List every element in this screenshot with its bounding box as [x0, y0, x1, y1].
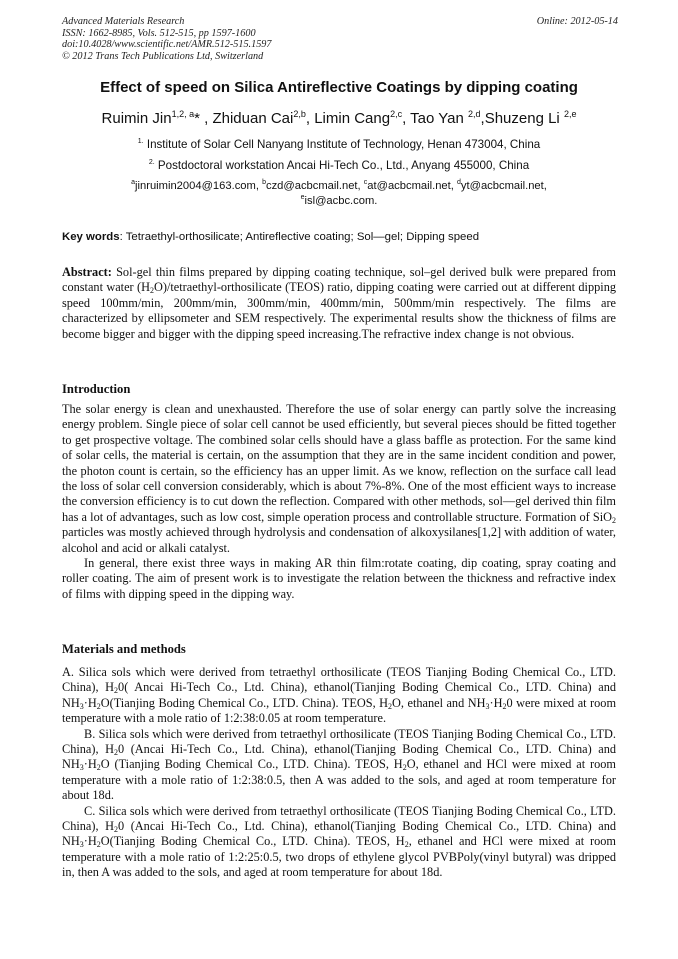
email-c[interactable]: $^c$at@acbcmail.net: [363, 179, 451, 192]
intro-paragraph-1: The solar energy is clean and unexhausted. Therefore the use of solar energy can partly solve the increasing energy problem. Single piece of solar cell cannot be used efficiently, but several pieces should be fitted together to get prospective voltage. The combined solar cells should have a glass baffle as protection. For the same kind of solar cells, the material is certain, on the assumption that they are in the same incident condition and power, the photon count is certain, so the efficiency has an upper limit. As we know, reflection on the surface call lead the loss of solar cell conversion considerably, which is about 7%-8%. One of the most efficient ways to increase the conversion efficiency is to cut down the reflection. Compared with other methods, sol—gel derived thin film has a lot of advantages, such as low cost, simple operation process and controllable structure. Formation of SiO$_2$ particles was mostly achieved through hydrolysis and condensation of alkoxysilanes[1,2] with addition of water, alcohol and acid or alkali catalyst.: [62, 402, 616, 555]
affiliation-1: $^{1.}$ Institute of Solar Cell Nanyang Institute of Technology, Henan 473004, China: [137, 138, 541, 151]
journal-header: [62, 16, 618, 62]
email-e[interactable]: $^e$isl@acbc.com: [300, 194, 375, 207]
introduction-heading: Introduction: [62, 382, 131, 396]
author-2: Zhiduan Cai$^{2,b}$: [212, 109, 306, 127]
author-3: Limin Cang$^{2,c}$: [314, 109, 403, 127]
affiliation-2: $^{2.}$ Postdoctoral workstation Ancai Hi-Tech Co., Ltd., Anyang 455000, China: [148, 159, 530, 172]
author-list: Ruimin Jin$^{1,2, a}$* , Zhiduan Cai$^{2,b}$, Limin Cang$^{2,c}$, Tao Yan $^{2,d}$,Shuzeng Li $^{2,e}$: [101, 109, 577, 127]
author-emails: $^a$jinruimin2004@163.com, $^b$czd@acbcmail.net, $^c$at@acbcmail.net, $^d$yt@acbcmail.net, $^e$isl@acbc.com.: [131, 179, 547, 207]
methods-heading: Materials and methods: [62, 642, 186, 656]
methods-body: [62, 665, 616, 881]
doi-line[interactable]: doi:10.4028/www.scientific.net/AMR.512-515.1597: [62, 39, 272, 51]
introduction-body: [62, 402, 616, 602]
abstract: Abstract: Sol-gel thin films prepared by dipping coating technique, sol–gel derived bulk were prepared from constant water $(H_2O)/tetraethyl$-orthosilicate (TEOS) ratio, dipping coating were carried out at different dipping speed 100mm/min, 200mm/min, 300mm/min, 400mm/min, 500mm/min respectively. The films are characterized by ellipsometer and SEM respectively. The experimental results show the thickness of films are become bigger and bigger with the dipping speed increasing.The refractive index change is not obvious.: [62, 265, 616, 341]
paper-title: Effect of speed on Silica Antireflective Coatings by dipping coating: [100, 79, 578, 96]
author-5: Shuzeng Li $^{2,e}$: [484, 109, 577, 127]
email-a[interactable]: $^a$jinruimin2004@163.com: [131, 179, 256, 192]
keywords-label: Key words: [62, 231, 120, 243]
issn-line: ISSN: 1662-8985, Vols. 512-515, pp 1597-1600: [62, 27, 256, 39]
keywords: [62, 230, 622, 244]
email-d[interactable]: $^d$yt@acbcmail.net: [456, 179, 544, 192]
method-a: A. Silica sols which were derived from tetraethyl orthosilicate (TEOS Tianjing Boding Chemical Co., LTD. China), $H_20$( Ancai Hi-Tech Co., Ltd. China), ethanol(Tianjing Boding Chemical Co., LTD. China) and $NH_3\cdot H_2O(Tianjing$ Boding Chemical Co., LTD. China). TEOS, $H_2O$, ethanel and $NH_3\cdot H_20$ were mixed at room temperature with a mole ratio of 1:2:38:0.05 at room temperature.: [62, 665, 617, 726]
journal-name: Advanced Materials Research: [62, 16, 185, 27]
author-1: Ruimin Jin$^{1,2, a}$*: [101, 109, 200, 127]
method-c: C. Silica sols which were derived from tetraethyl orthosilicate (TEOS Tianjing Boding Chemical Co., LTD. China), $H_20$ (Ancai Hi-Tech Co., Ltd. China), ethanol(Tianjing Boding Chemical Co., LTD. China) and $NH_3\cdot H_2O(Tianjing$ Boding Chemical Co., LTD. China). TEOS, $H_2$, ethanel and HCl were mixed at room temperature with a mole ratio of 1:2:25:0.5, two drops of ethylene glycol PVBPoly(vinyl butyral) was dripped in, then A was added to the sols, and aged at room temperature for about 18d.: [62, 803, 616, 880]
online-date: Online: 2012-05-14: [536, 16, 618, 27]
abstract-label: Abstract:: [62, 265, 112, 279]
copyright-line: © 2012 Trans Tech Publications Ltd, Switzerland: [62, 50, 264, 62]
intro-paragraph-2: In general, there exist three ways in making AR thin film:rotate coating, dip coating, spray coating and roller coating. The aim of present work is to investigate the relation between the thickness and refractive index of films with dipping speed in the dipping way.: [62, 556, 616, 601]
keywords-text: : Tetraethyl-orthosilicate; Antireflective coating; Sol—gel; Dipping speed: [119, 231, 480, 243]
author-4: Tao Yan $^{2,d}$: [410, 109, 481, 127]
email-b[interactable]: $^b$czd@acbcmail.net: [262, 179, 358, 192]
method-b: B. Silica sols which were derived from tetraethyl orthosilicate (TEOS Tianjing Boding Chemical Co., LTD. China), $H_20$ (Ancai Hi-Tech Co., Ltd. China), ethanol(Tianjing Boding Chemical Co., LTD. China) and $NH_3\cdot H_2O$ (Tianjing Boding Chemical Co., LTD. China). TEOS, $H_2O$, ethanel and HCl were mixed at room temperature with a mole ratio of 1:2:38:0.5, then A was added to the sols, and aged at room temperature for about 18d.: [62, 726, 616, 803]
